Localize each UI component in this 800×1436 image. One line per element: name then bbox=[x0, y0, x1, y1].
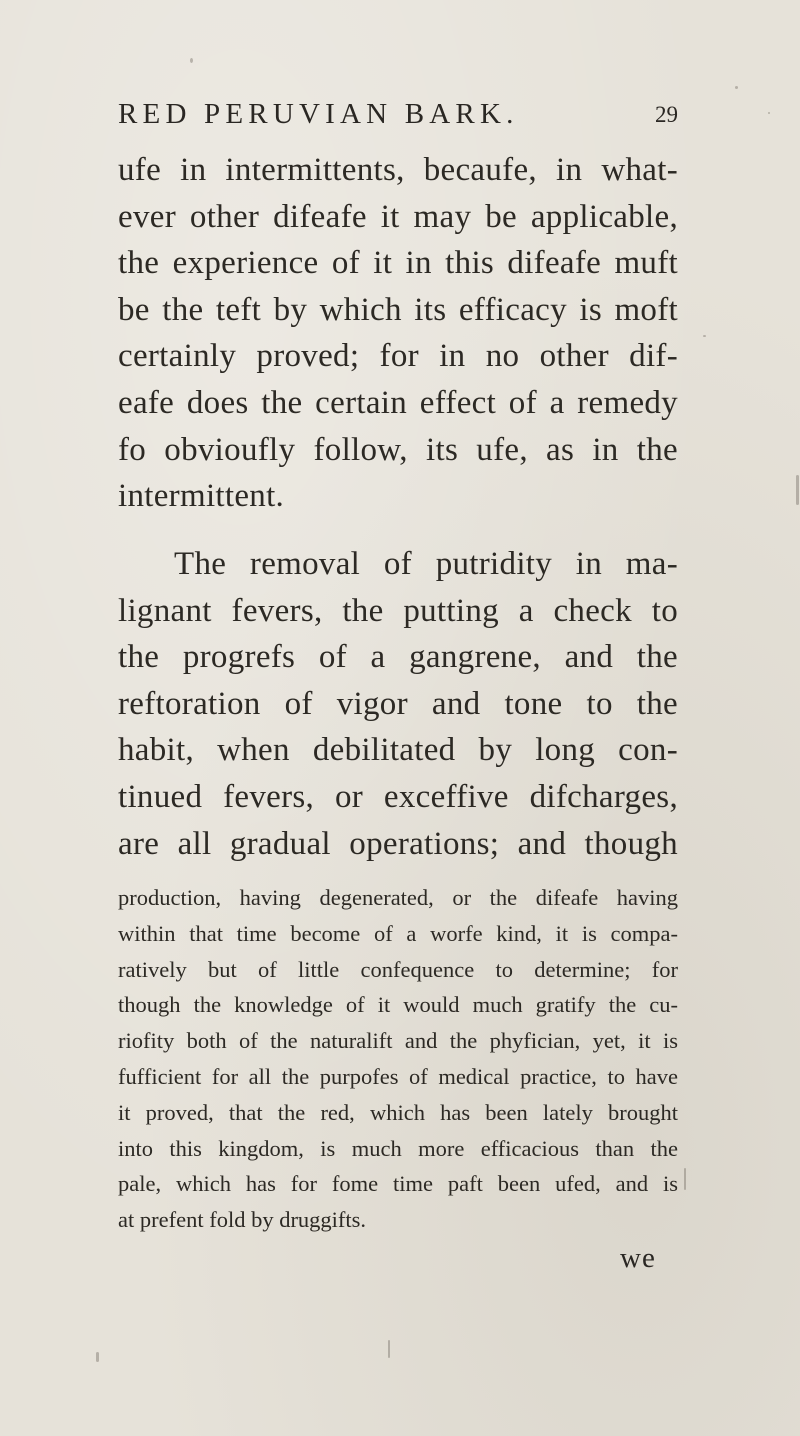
footnote-line: fufficient for all the purpofes of medical practice, to have bbox=[118, 1063, 678, 1089]
footnote bbox=[118, 880, 678, 1238]
paper-speck bbox=[684, 1168, 686, 1190]
paper-speck bbox=[388, 1340, 390, 1358]
text-line: the progrefs of a gangrene, and the bbox=[118, 639, 678, 676]
footnote-line: it proved, that the red, which has been lately brought bbox=[118, 1099, 678, 1125]
text-line: fo obvioufly follow, its ufe, as in the bbox=[118, 431, 678, 468]
paper-speck bbox=[735, 86, 738, 89]
text-line: certainly proved; for in no other dif- bbox=[118, 338, 678, 375]
paper-speck bbox=[190, 58, 193, 63]
text-line: habit, when debilitated by long con- bbox=[118, 732, 678, 769]
text-line: ufe in intermittents, becaufe, in what- bbox=[118, 152, 678, 188]
footnote-line: though the knowledge of it would much gratify the cu- bbox=[118, 992, 678, 1018]
paragraph-2 bbox=[118, 541, 678, 867]
footnote-line: pale, which has for fome time paft been ufed, and is bbox=[118, 1171, 678, 1197]
text-line: ever other difeafe it may be applicable, bbox=[118, 198, 678, 235]
page-header bbox=[118, 98, 678, 138]
page-number: 29 bbox=[655, 102, 678, 127]
footnote-line: into this kingdom, is much more efficacious than the bbox=[118, 1135, 678, 1161]
paper-speck bbox=[796, 475, 799, 505]
text-line: lignant fevers, the putting a check to bbox=[118, 592, 678, 629]
paragraph-1 bbox=[118, 147, 678, 520]
text-line: intermittent. bbox=[118, 478, 285, 515]
catchword: we bbox=[620, 1242, 656, 1274]
paper-speck bbox=[703, 335, 706, 337]
footnote-line: at prefent fold by druggifts. bbox=[118, 1207, 367, 1233]
paper-speck bbox=[96, 1352, 99, 1362]
running-title: RED PERUVIAN BARK. bbox=[118, 98, 519, 130]
text-line: are all gradual operations; and though bbox=[118, 825, 678, 862]
footnote-line: production, having degenerated, or the difeafe having bbox=[118, 885, 678, 910]
footnote-line: riofity both of the naturalift and the phyfician, yet, it is bbox=[118, 1028, 678, 1054]
text-line: eafe does the certain effect of a remedy bbox=[118, 384, 678, 421]
text-line: reftoration of vigor and tone to the bbox=[118, 685, 678, 722]
text-line: the experience of it in this difeafe muft bbox=[118, 245, 678, 282]
text-line: tinued fevers, or exceffive difcharges, bbox=[118, 778, 678, 815]
paper-speck bbox=[768, 112, 770, 114]
text-line: be the teft by which its efficacy is moft bbox=[118, 291, 678, 328]
footnote-line: within that time become of a worfe kind, it is compa- bbox=[118, 920, 678, 946]
text-line: The removal of putridity in ma- bbox=[174, 546, 678, 582]
footnote-line: ratively but of little confequence to determine; for bbox=[118, 956, 678, 982]
